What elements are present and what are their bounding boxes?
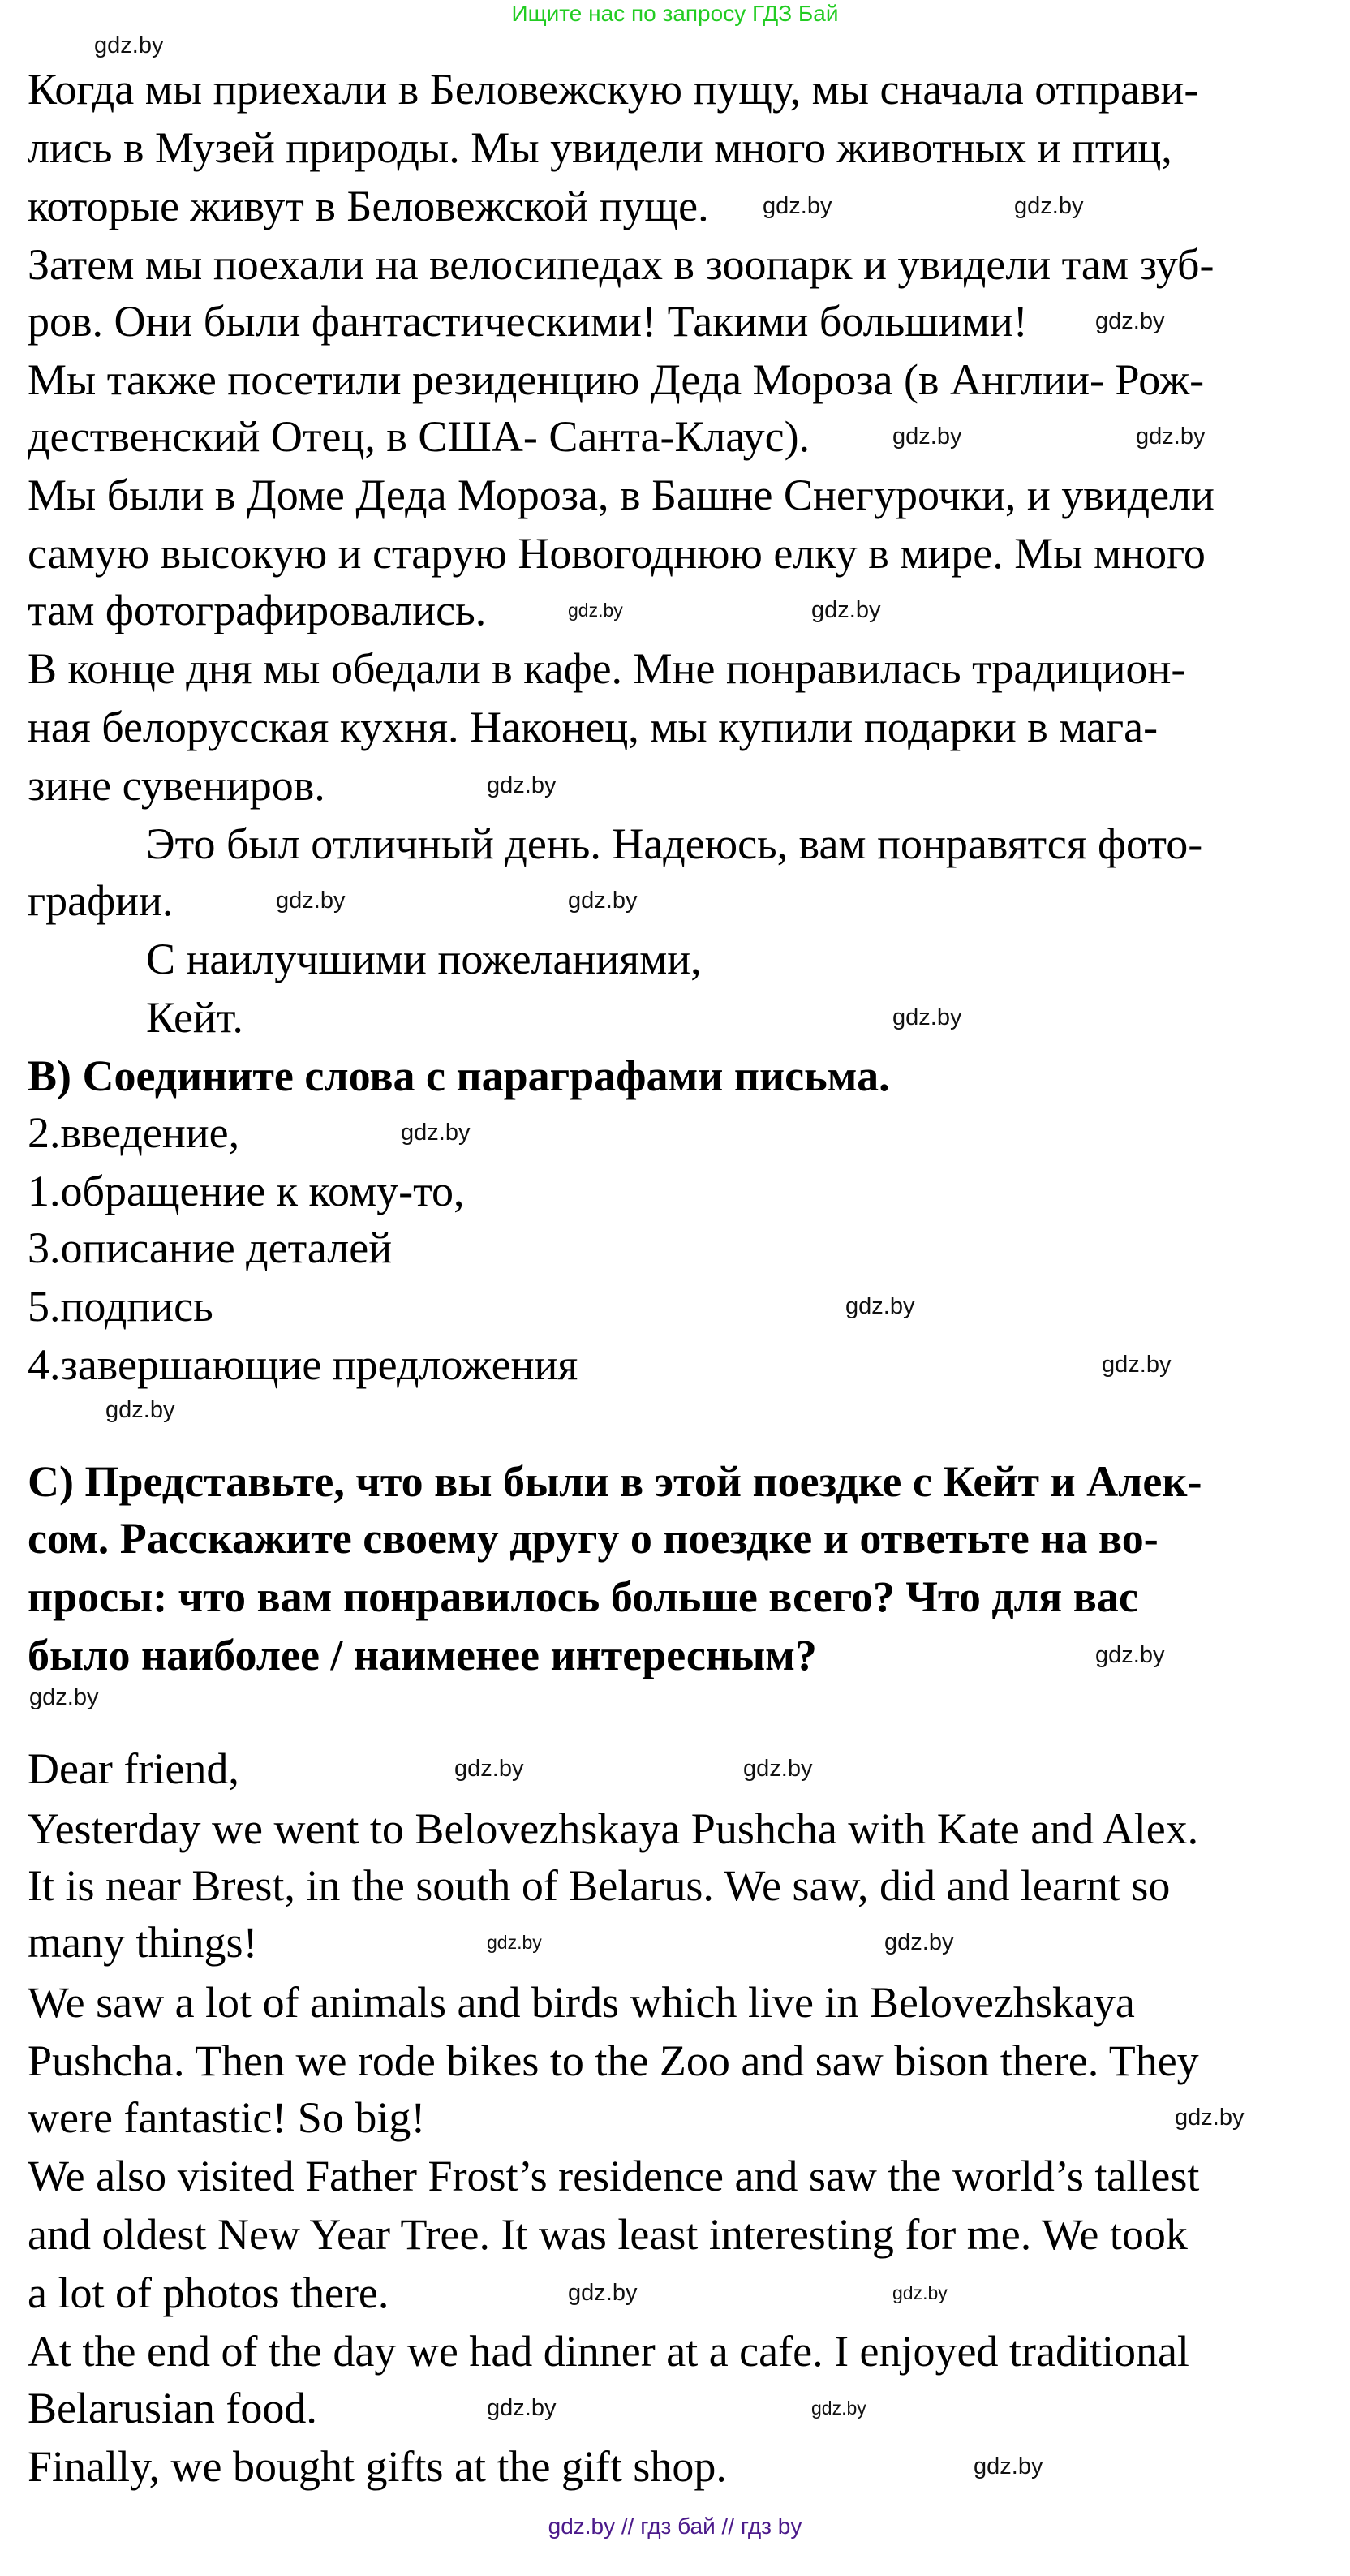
text-line: там фотографировались. — [28, 586, 487, 634]
text-line: дественский Отец, в США- Санта-Клаус). — [28, 412, 810, 461]
text-line: It is near Brest, in the south of Belarus. We saw, did and learnt so — [28, 1861, 1171, 1910]
text-line: В конце дня мы обедали в кафе. Мне понравилась традицион- — [28, 644, 1186, 693]
text-line: С наилучшими пожеланиями, — [146, 935, 702, 983]
watermark-text: gdz.by — [1102, 1352, 1172, 1378]
text-line: We saw a lot of animals and birds which live in Belovezhskaya — [28, 1978, 1135, 2027]
text-line: We also visited Father Frost’s residence and saw the world’s tallest — [28, 2152, 1200, 2200]
text-line: At the end of the day we had dinner at a cafe. I enjoyed traditional — [28, 2327, 1189, 2376]
watermark-text: gdz.by — [487, 772, 557, 798]
task-heading-line: просы: что вам понравилось больше всего? Что для вас — [28, 1572, 1138, 1621]
watermark-text: gdz.by — [811, 597, 881, 623]
watermark-text: gdz.by — [568, 888, 638, 914]
watermark-text: gdz.by — [892, 2282, 948, 2303]
text-line: зине сувениров. — [28, 761, 325, 810]
text-line: Pushcha. Then we rode bikes to the Zoo and saw bison there. They — [28, 2036, 1199, 2085]
watermark-text: gdz.by — [892, 424, 962, 449]
text-line: 5.подпись — [28, 1282, 213, 1331]
task-heading-line: было наиболее / наименее интересным? — [28, 1631, 817, 1679]
watermark-text: gdz.by — [487, 1932, 542, 1953]
text-line: a lot of photos there. — [28, 2269, 389, 2317]
watermark-text: gdz.by — [974, 2453, 1043, 2479]
watermark-text: gdz.by — [884, 1929, 954, 1955]
text-line: 3.описание деталей — [28, 1223, 393, 1272]
watermark-text: gdz.by — [276, 888, 346, 914]
text-line: самую высокую и старую Новогоднюю елку в мире. Мы много — [28, 529, 1206, 578]
watermark-text: gdz.by — [105, 1397, 175, 1423]
text-line: лись в Музей природы. Мы увидели много животных и птиц, — [28, 123, 1172, 172]
text-line: Это был отличный день. Надеюсь, вам понравятся фото- — [146, 819, 1203, 868]
task-heading-line: сом. Расскажите своему другу о поездке и ответьте на во- — [28, 1514, 1159, 1563]
watermark-text: gdz.by — [743, 1756, 813, 1782]
watermark-text: gdz.by — [1095, 308, 1165, 334]
text-line: 1.обращение к кому-то, — [28, 1167, 465, 1215]
text-line: Finally, we bought gifts at the gift shop. — [28, 2442, 727, 2491]
watermark-text: gdz.by — [29, 1684, 99, 1710]
text-line: которые живут в Беловежской пуще. — [28, 182, 709, 230]
watermark-text: gdz.by — [763, 193, 832, 219]
watermark-text: gdz.by — [1175, 2105, 1245, 2131]
watermark-text: gdz.by — [845, 1293, 915, 1319]
footer-links: gdz.by // гдз бай // гдз by — [548, 2514, 802, 2539]
watermark-text: gdz.by — [1136, 424, 1206, 449]
task-heading-line: B) Соедините слова с параграфами письма. — [28, 1051, 890, 1100]
text-line: were fantastic! So big! — [28, 2093, 426, 2142]
text-line: ная белорусская кухня. Наконец, мы купили подарки в мага- — [28, 703, 1159, 751]
watermark-text: gdz.by — [1095, 1642, 1165, 1668]
text-line: Кейт. — [146, 993, 243, 1042]
text-line: and oldest New Year Tree. It was least interesting for me. We took — [28, 2210, 1188, 2259]
text-line: many things! — [28, 1918, 258, 1967]
text-line: Dear friend, — [28, 1744, 239, 1793]
watermark-text: gdz.by — [568, 2280, 638, 2306]
text-line: Мы были в Доме Деда Мороза, в Башне Снегурочки, и увидели — [28, 471, 1215, 519]
watermark-text: gdz.by — [454, 1756, 524, 1782]
watermark-text: gdz.by — [94, 32, 164, 58]
text-line: 2.введение, — [28, 1108, 240, 1157]
watermark-text: gdz.by — [892, 1004, 962, 1030]
text-line: ров. Они были фантастическими! Такими большими! — [28, 297, 1028, 346]
text-line: Затем мы поехали на велосипедах в зоопарк и увидели там зуб- — [28, 240, 1215, 289]
text-line: Yesterday we went to Belovezhskaya Pushcha with Kate and Alex. — [28, 1804, 1199, 1853]
watermark-text: gdz.by — [568, 600, 623, 621]
watermark-text: gdz.by — [401, 1120, 471, 1146]
text-line: 4.завершающие предложения — [28, 1340, 578, 1389]
top-banner: Ищите нас по запросу ГДЗ Бай — [511, 1, 839, 26]
watermark-text: gdz.by — [1014, 193, 1084, 219]
watermark-text: gdz.by — [811, 2398, 866, 2419]
text-line: Belarusian food. — [28, 2384, 317, 2432]
text-line: Когда мы приехали в Беловежскую пущу, мы сначала отправи- — [28, 65, 1199, 114]
watermark-text: gdz.by — [487, 2395, 557, 2421]
task-heading-line: С) Представьте, что вы были в этой поездке с Кейт и Алек- — [28, 1457, 1202, 1506]
text-line: Мы также посетили резиденцию Деда Мороза (в Англии- Рож- — [28, 355, 1205, 404]
text-line: графии. — [28, 876, 174, 925]
